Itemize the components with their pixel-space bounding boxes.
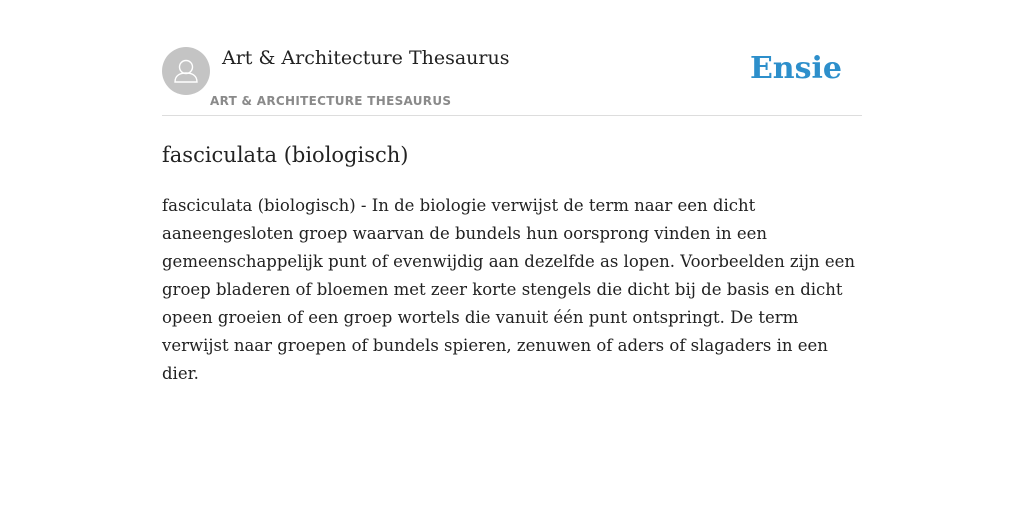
source-title[interactable]: Art & Architecture Thesaurus <box>222 47 510 69</box>
user-placeholder-icon[interactable] <box>162 47 210 95</box>
ensie-logo[interactable]: Ensie <box>749 51 842 86</box>
header <box>162 0 862 116</box>
entry-definition: fasciculata (biologisch) - In de biologie verwijst de term naar een dicht aaneengesloten groep waarvan de bundels hun oorsprong vinden in een gemeenschappelijk punt of evenwijdig aan dezelfde as lopen. Voorbeelden zijn een groep bladeren of bloemen met zeer korte stengels die dicht bij de basis en dicht opeen groeien of een groep wortels die vanuit één punt ontspringt. De term verwijst naar groepen of bundels spieren, zenuwen of aders of slagaders in een dier. <box>162 196 856 383</box>
avatar-user-outline-icon <box>162 47 210 95</box>
entry-title: fasciculata (biologisch) <box>162 143 409 167</box>
source-subtitle[interactable]: ART & ARCHITECTURE THESAURUS <box>210 94 452 108</box>
page-container <box>162 0 862 512</box>
